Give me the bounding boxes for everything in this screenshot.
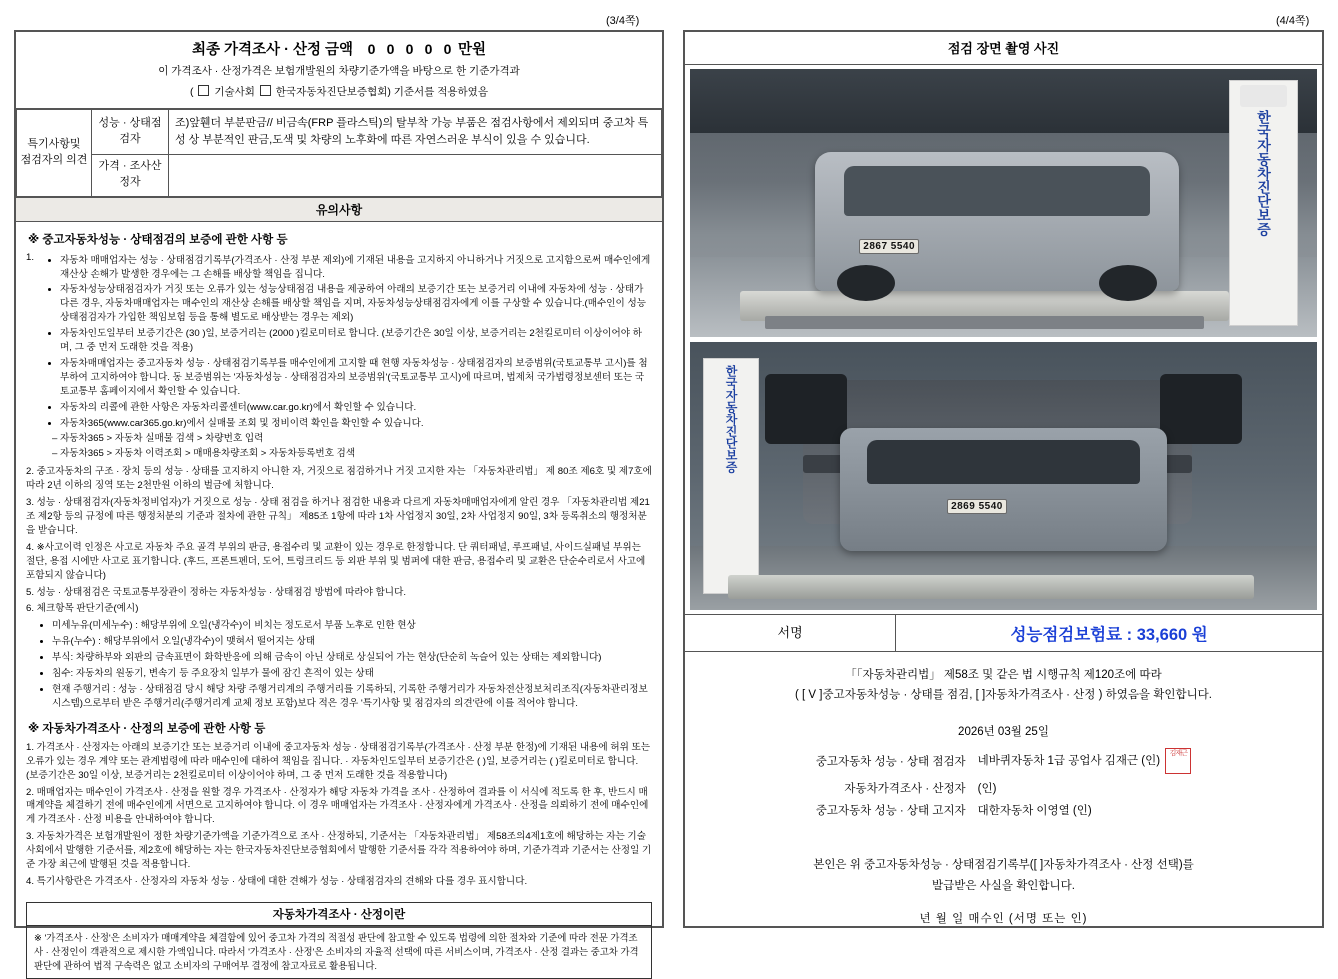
footer-line-1: 본인은 위 중고자동차성능 · 상태점검기록부([ ]자동차가격조사 · 산정 선택)를 (813, 859, 1194, 872)
inspector-label: 성능 · 상태점검자 (92, 109, 169, 154)
numbered-item: 4. ※사고이력 인정은 사고로 자동차 주요 골격 부위의 판금, 용접수리 및 교환이 있는 경우로 한정합니다. 단 쿼터패널, 루프패널, 사이드실패널 부위는 절단, 용접 시에만 사고로 표기합니다. (후드, 프론트펜더, 도어, 트렁크리드 등 외판 부위 및 범퍼에 대한 판금, 용접수리 및 교환은 단순수리로서 사고에 포함되지 않습니다) (26, 541, 646, 581)
amount-digit: 0 (424, 40, 433, 57)
table-row (17, 109, 662, 154)
paren-open: ( (190, 85, 194, 98)
banner-kadga-top (1229, 80, 1298, 327)
notice-header: 유의사항 (16, 197, 662, 222)
banner-kadga-bottom (703, 358, 759, 594)
buyer-signature-line: 년 월 일 매수인 (서명 또는 인) (919, 913, 1088, 926)
banner-logo-icon (1240, 85, 1287, 107)
amount-digit: 0 (405, 40, 414, 57)
checkbox-kadga[interactable] (260, 85, 271, 96)
numbered-item: 3. 자동차가격은 보험개발원이 정한 차량기준가액을 기준가격으로 조사 · 산정하되, 기준서는 「자동차관리법」 제58조의4제1호에 해당하는 자는 기술사회에서 발행한 기준서를, 제2호에 해당하는 자는 한국자동차진단보증협회에서 발행한 기준서를 각각 적용하여야 하며, 기준가격과 기준서는 산정일 기준 가장 최근에 발행된 것을 적용합니다. (26, 831, 652, 871)
list-item: • 침수: 자동차의 원동기, 변속기 등 주요장치 일부가 물에 잠긴 흔적이 있는 상태 (52, 667, 652, 681)
left-sheet (14, 30, 664, 972)
list-item: • 자동차인도일부터 보증기간은 (30 )일, 보증거리는 (2000 )킬로미터로 합니다. (보증기간은 30일 이상, 보증거리는 2천킬로미터 이상이어야 하며, 그 중 먼저 도래한 것을 적용) (60, 327, 652, 355)
label-engineer-society: 기술사회 (214, 85, 255, 98)
final-price-title: 최종 가격조사 · 산정 금액 (191, 42, 353, 58)
final-price-header (16, 32, 662, 109)
subnote: – 자동차365 > 자동차 이력조회 > 매매용차량조회 > 자동차등록번호 검색 (52, 448, 356, 460)
numbered-item: 5. 성능 · 상태점검은 국토교통부장관이 정하는 자동차성능 · 상태점검 방법에 따라야 합니다. (26, 586, 407, 598)
insurance-fee-value: 성능점검보험료 : 33,660 원 (1010, 626, 1208, 644)
list-item: • 자동차매매업자는 중고자동차 성능 · 상태점검기록부를 매수인에게 고지할 때 현행 자동차성능 · 상태점검자의 보증범위(국토교통부 고시)를 첨부하여 고지하여야 합니다. 동 보증범위는 '자동차성능 · 상태점검자의 보증범위'(국토교통부 고시)에 따르며, 법제처 국가법령정보센터 또는 국토교통부 홈페이지에서 확인할 수 있습니다. (60, 357, 652, 399)
inspection-photo-top (690, 69, 1317, 337)
table-row (810, 745, 1198, 777)
page-number-right: (4/4쪽) (1276, 15, 1310, 27)
footer-line-2: 발급받은 사실을 확인합니다. (932, 879, 1075, 892)
signer-role: 중고자동차 성능 · 상태 점검자 (815, 756, 966, 769)
signer-name-text: 네바퀴자동차 1급 공업사 김재근 (인) (977, 755, 1161, 768)
appraiser-opinion (169, 154, 662, 196)
buyer-confirmation (685, 855, 1322, 896)
section-1-title: ※ 중고자동차성능 · 상태점검의 보증에 관한 사항 등 (28, 233, 288, 246)
label-kadga: 한국자동차진단보증협회) 기준서를 적용하였음 (275, 85, 488, 98)
final-price-note-2 (24, 85, 654, 101)
list-item: • 자동차성능상태점검자가 거짓 또는 오류가 있는 성능상태점검 내용을 제공하여 아래의 보증기간 또는 보증거리 이내에 자동차에 성능 · 상태가 다른 경우, 자동차매매업자는 매수인의 재산상 손해를 배상할 책임을 지며, 자동차성능상태점검자에게 이를 구상할 수 있습니다.(매수인이 성능상태점검자가 가입한 책임보험 등을 통해 별도로 배상받는 경우는 제외) (60, 283, 652, 325)
banner-text: 한국자동차진단보증 (724, 365, 739, 474)
right-sheet (683, 30, 1324, 928)
license-plate-top: 2867 5540 (859, 239, 919, 254)
signature-label: 서명 (685, 615, 896, 651)
notice-body (16, 222, 662, 896)
numbered-item: 3. 성능 · 상태점검자(자동차정비업자)가 거짓으로 성능 · 상태 점검을 하거나 점검한 내용과 다르게 자동차매매업자에게 알린 경우 「자동차관리법 제21조 제2항 등의 규정에 따른 행정처분의 기준과 절차에 관한 규칙」 제85조 1항에 따라 1차 사업정지 30일, 2차 사업정지 90일, 3차 등록취소의 행정처분을 받습니다. (26, 497, 650, 536)
license-plate-bottom: 2869 5540 (947, 499, 1007, 514)
confirm-line-2: ( [ V ]중고자동차성능 · 상태를 점검, [ ]자동차가격조사 · 산정 ) 하였음을 확인합니다. (795, 688, 1212, 701)
numbered-item: 1. 가격조사 · 산정자는 아래의 보증기간 또는 보증거리 이내에 중고자동차 성능 · 상태점검기록부(가격조사 · 산정 부분 한정)에 기재된 내용에 허위 또는 오류가 있는 경우 계약 또는 관계법령에 따라 매수인에 대하여 책임을 집니다. · 자동차인도일부터 보증기간은 ( )일, 보증거리는 ( )킬로미터로 합니다. (보증기간은 30일 이상, 보증거리는 2천킬로미터 이상이어야 하며, 그 중 먼저 도래한 것을 적용합니다) (26, 741, 651, 781)
page-number-left: (3/4쪽) (606, 15, 640, 27)
checkbox-engineer-society[interactable] (198, 85, 209, 96)
definition-box (26, 902, 652, 979)
vehicle-front-view (815, 152, 1179, 291)
confirmation-text (685, 652, 1322, 711)
definition-title: 자동차가격조사 · 산정이란 (27, 903, 651, 926)
signer-role: 중고자동차 성능 · 상태 고지자 (815, 805, 966, 818)
list-item: • 미세누유(미세누수) : 해당부위에 오일(냉각수)이 비치는 정도로서 부품 노후로 인한 현상 (52, 619, 652, 633)
signer-role: 자동차가격조사 · 산정자 (844, 783, 966, 796)
numbered-item: 6. 체크항목 판단기준(예시) (26, 603, 139, 615)
signer-name: (인) (977, 783, 997, 796)
numbered-item: 2. 중고자동차의 구조 · 장치 등의 성능 · 상태를 고지하지 아니한 자, 거짓으로 점검하거나 거짓 고지한 자는 「자동차관리법」 제 80조 제6호 및 제7호에 따라 2년 이하의 징역 또는 2천만원 이하의 벌금에 처합니다. (26, 466, 652, 492)
list-item: • 누유(누수) : 해당부위에서 오일(냉각수)이 맺혀서 떨어지는 상태 (52, 635, 652, 649)
signature-fee-row (685, 615, 1322, 652)
numbered-item: 2. 매매업자는 매수인이 가격조사 · 산정을 원할 경우 가격조사 · 산정자가 해당 자동차 가격을 조사 · 산정하여 결과를 이 서식에 적도록 한 후, 반드시 매매계약을 체결하기 전에 매수인에게 서면으로 고지하여야 합니다. 이 경우 매매업자는 가격조사 · 산정자에게 가격조사 · 산정을 의뢰하기 전에 매수인에게 가격조사 · 산정 비용을 안내하여야 합니다. (26, 786, 649, 826)
check-criteria-list (42, 619, 652, 710)
amount-digit: 0 (367, 40, 376, 57)
signer-name (972, 745, 1198, 777)
table-row (17, 154, 662, 196)
list-item: • 자동차 매매업자는 성능 · 상태점검기록부(가격조사 · 산정 부분 제외)에 기재된 내용을 고지하지 아니하거나 거짓으로 고지함으로써 매수인에게 재산상 손해가 발생한 경우에는 그 손해를 배상할 책임을 집니다. (60, 254, 652, 282)
final-price-note-1: 이 가격조사 · 산정가격은 보험개발원의 차량기준가액을 바탕으로 한 기준가격과 (158, 65, 520, 77)
banner-text: 한국자동차진단보증 (1256, 109, 1273, 236)
amount-unit: 만원 (458, 42, 487, 58)
confirm-line-1: 「「자동차관리법」 제58조 및 같은 법 시행규칙 제120조에 따라 (845, 669, 1162, 681)
numbered-item: 4. 특기사항란은 가격조사 · 산정자의 자동차 성능 · 상태에 대한 견해가 성능 · 상태점검자의 견해와 다를 경우 표시합니다. (26, 875, 528, 887)
seal-stamp-icon: 김재근 (1165, 748, 1191, 774)
opinion-table (16, 109, 662, 197)
section-1-bullets (50, 254, 652, 431)
inspection-photo-bottom (690, 342, 1317, 610)
subnote: – 자동차365 > 자동차 실매물 검색 > 차량번호 입력 (52, 433, 264, 445)
list-item: • 부식: 차량하부와 외판의 금속표면이 화학반응에 의해 금속이 아닌 상태로 상실되어 가는 현상(단순히 녹슬어 있는 상태는 제외합니다) (52, 651, 652, 665)
issue-date: 2026년 03월 25일 (958, 726, 1049, 739)
signer-name: 대한자동차 이영열 (인) (977, 805, 1092, 818)
photo-area (685, 65, 1322, 615)
table-row (810, 777, 1198, 799)
amount-boxes (363, 38, 486, 59)
section-2-title: ※ 자동차가격조사 · 산정의 보증에 관한 사항 등 (28, 722, 266, 735)
list-item: • 자동차365(www.car365.go.kr)에서 실매물 조회 및 정비이력 확인을 확인할 수 있습니다. (60, 417, 652, 431)
inspector-opinion: 조)앞휀더 부분판금// 비금속(FRP 플라스틱)의 탈부착 가능 부품은 점검사항에서 제외되며 중고차 특성 상 부분적인 판금,도색 및 차량의 노후화에 따른 자연스러운 부식이 있을 수 있습니다. (169, 109, 662, 154)
table-row (810, 799, 1198, 821)
item-number: 1. (26, 251, 35, 263)
appraiser-label: 가격 · 조사산정자 (92, 154, 169, 196)
list-item: • 현재 주행거리 : 성능 · 상태점검 당시 해당 차량 주행거리계의 주행거리를 기록하되, 기록한 주행거리가 자동차전산정보처리조직(자동차관리정보시스템)으로부터 받은 주행거리(주행거리계 교체 정보 포함)보다 적은 경우 '특기사항 및 점검자의 의견'란에 이를 적어야 합니다. (52, 683, 652, 711)
amount-digit: 0 (386, 40, 395, 57)
photo-section-title: 점검 장면 촬영 사진 (685, 32, 1322, 65)
signers-table (810, 745, 1198, 821)
definition-body: ※ '가격조사 · 산정'은 소비자가 매매계약을 체결함에 있어 중고차 가격의 적절성 판단에 참고할 수 있도록 법령에 의한 절차와 기준에 따라 전문 가격조사 · 산정인이 객관적으로 제시한 가액입니다. 따라서 '가격조사 · 산정'은 소비자의 자율적 선택에 따른 서비스이며, 가격조사 · 산정 결과는 중고차 가격판단에 관하여 법적 구속력은 없고 소비자의 구매여부 결정에 참고자료로 활용됩니다. (34, 931, 639, 972)
list-item: • 자동차의 리콜에 관한 사항은 자동차리콜센터(www.car.go.kr)에서 확인할 수 있습니다. (60, 401, 652, 415)
amount-digit: 0 (443, 40, 452, 57)
opinion-row-label: 특기사항및 점검자의 의견 (17, 109, 92, 196)
